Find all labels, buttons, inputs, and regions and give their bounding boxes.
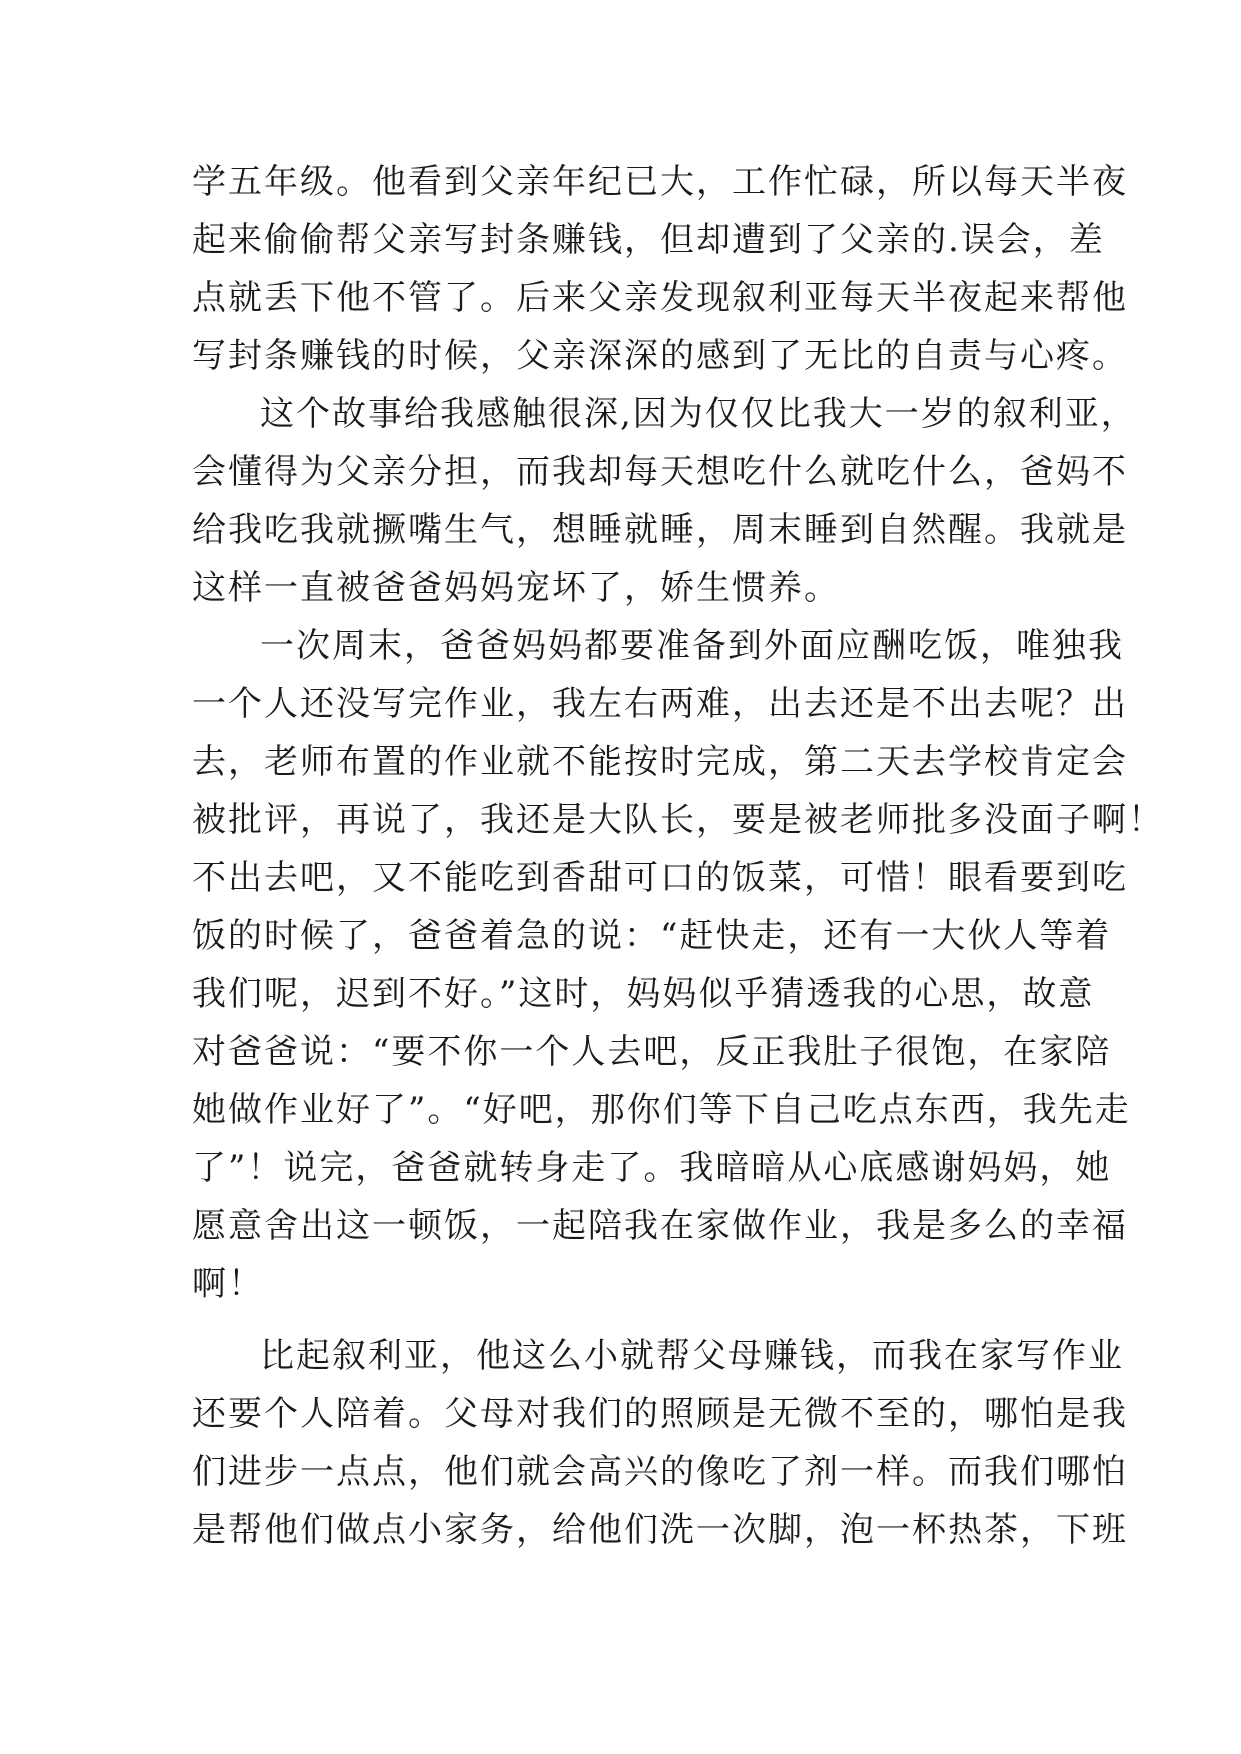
text-line: 还要个人陪着。父母对我们的照顾是无微不至的，哪怕是我	[192, 1394, 1128, 1434]
text-line: 我们呢，迟到不好。”这时，妈妈似乎猜透我的心思，故意	[192, 974, 1095, 1014]
text-line: 啊！	[192, 1264, 264, 1304]
text-line: 被批评，再说了，我还是大队长，要是被老师批多没面子啊！	[192, 800, 1164, 840]
text-line: 点就丢下他不管了。后来父亲发现叙利亚每天半夜起来帮他	[192, 278, 1128, 318]
text-line: 起来偷偷帮父亲写封条赚钱，但却遭到了父亲的.误会，差	[192, 220, 1105, 260]
paragraph-start-line: 一次周末，爸爸妈妈都要准备到外面应酬吃饭，唯独我	[260, 626, 1124, 666]
text-line: 饭的时候了，爸爸着急的说：“赶快走，还有一大伙人等着	[192, 916, 1112, 956]
text-line: 愿意舍出这一顿饭，一起陪我在家做作业，我是多么的幸福	[192, 1206, 1128, 1246]
text-line: 她做作业好了”。“好吧，那你们等下自己吃点东西，我先走	[192, 1090, 1131, 1130]
text-line: 给我吃我就撅嘴生气，想睡就睡，周末睡到自然醒。我就是	[192, 510, 1128, 550]
paragraph-start-line: 比起叙利亚，他这么小就帮父母赚钱，而我在家写作业	[260, 1336, 1124, 1376]
text-line: 一个人还没写完作业，我左右两难，出去还是不出去呢？出	[192, 684, 1128, 724]
text-line: 会懂得为父亲分担，而我却每天想吃什么就吃什么，爸妈不	[192, 452, 1128, 492]
text-line: 是帮他们做点小家务，给他们洗一次脚，泡一杯热茶，下班	[192, 1510, 1128, 1550]
text-line: 写封条赚钱的时候，父亲深深的感到了无比的自责与心疼。	[192, 336, 1128, 376]
text-line: 这样一直被爸爸妈妈宠坏了，娇生惯养。	[192, 568, 840, 608]
paragraph-gap	[192, 1313, 1052, 1327]
text-line: 了”！说完，爸爸就转身走了。我暗暗从心底感谢妈妈，她	[192, 1148, 1112, 1188]
essay-body	[192, 153, 1164, 1559]
text-line: 对爸爸说：“要不你一个人去吧，反正我肚子很饱，在家陪	[192, 1032, 1112, 1072]
text-line: 们进步一点点，他们就会高兴的像吃了剂一样。而我们哪怕	[192, 1452, 1128, 1492]
text-line: 去，老师布置的作业就不能按时完成，第二天去学校肯定会	[192, 742, 1128, 782]
paragraph-start-line: 这个故事给我感触很深,因为仅仅比我大一岁的叙利亚，	[260, 394, 1137, 434]
text-line: 不出去吧，又不能吃到香甜可口的饭菜，可惜！眼看要到吃	[192, 858, 1128, 898]
text-line: 学五年级。他看到父亲年纪已大，工作忙碌，所以每天半夜	[192, 162, 1128, 202]
